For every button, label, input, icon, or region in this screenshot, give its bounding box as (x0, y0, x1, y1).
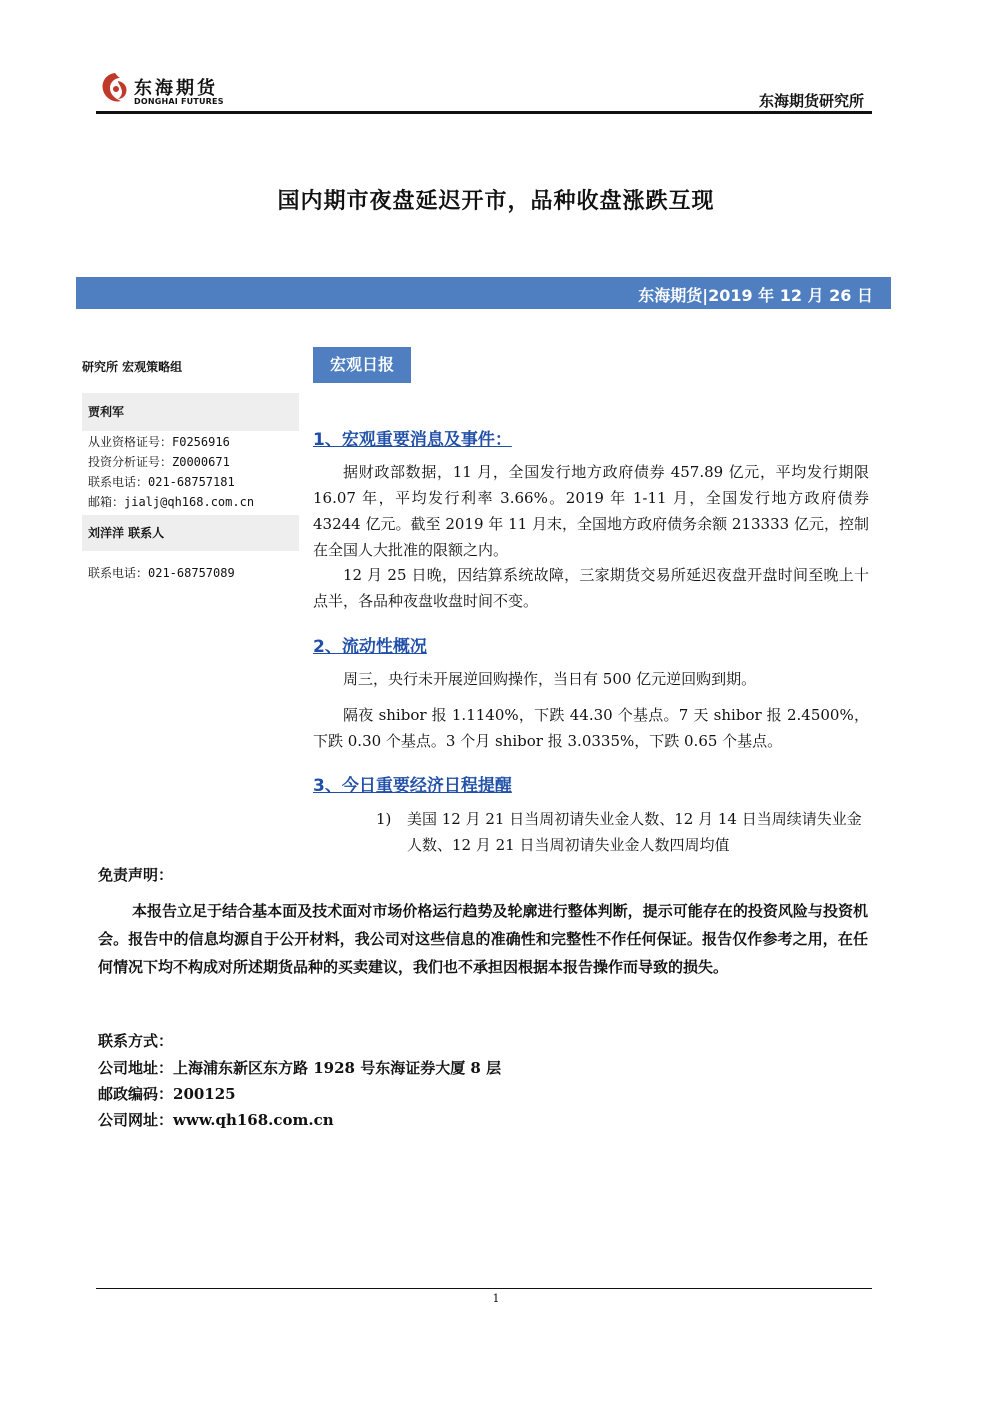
paragraph-shibor: 隔夜 shibor 报 1.1140%，下跌 44.30 个基点。7 天 shibor 报 2.4500%，下跌 0.30 个基点。3 个月 shibor 报 3.0335%，下跌 0.65 个基点。 (313, 706, 869, 750)
header-divider (96, 111, 872, 114)
contact-address: 公司地址：上海浦东新区东方路 1928 号东海证券大厦 8 层 (98, 1059, 502, 1077)
disclaimer-body: 本报告立足于结合基本面及技术面对市场价格运行趋势及轮廓进行整体判断，提示可能存在的投资风险与投资机会。报告中的信息均源自于公开材料，我公司对这些信息的准确性和完整性不作任何保证。报告仅作参考之用，在任何情况下均不构成对所述期货品种的买卖建议，我们也不承担因根据本报告操作而导致的损失。 (98, 902, 868, 976)
footer-divider (96, 1288, 872, 1289)
sidebar-analyst-cert: 投资分析证号：Z0000671 (88, 455, 230, 469)
contact-heading: 联系方式： (98, 1032, 174, 1050)
report-title: 国内期市夜盘延迟开市，品种收盘涨跌互现 (277, 189, 715, 214)
header-institute-label: 东海期货研究所 (758, 92, 864, 110)
list-item-text: 美国 12 月 21 日当周初请失业金人数、12 月 14 日当周续请失业金人数、12 月 21 日当周初请失业金人数四周均值 (407, 810, 862, 854)
sidebar-email: 邮箱：jialj@qh168.com.cn (88, 495, 255, 509)
sidebar-contact-name: 刘洋洋 联系人 (82, 515, 299, 551)
list-item-number: 1) (376, 810, 392, 828)
sidebar-contact-phone: 联系电话：021-68757089 (88, 566, 235, 580)
logo-text-en: DONGHAI FUTURES (134, 97, 224, 106)
page-number: 1 (492, 1292, 500, 1305)
donghai-logo-icon (98, 70, 132, 106)
sidebar-qualification: 从业资格证号：F0256916 (88, 435, 230, 449)
disclaimer-heading: 免责声明： (98, 866, 174, 884)
paragraph-reverse-repo: 周三，央行未开展逆回购操作，当日有 500 亿元逆回购到期。 (343, 670, 757, 688)
contact-website: 公司网址：www.qh168.com.cn (98, 1111, 334, 1129)
sidebar-phone: 联系电话：021-68757181 (88, 475, 235, 489)
section-heading-calendar: 3、今日重要经济日程提醒 (313, 776, 512, 796)
date-banner (76, 277, 891, 309)
banner-text: 东海期货|2019 年 12 月 26 日 (638, 286, 873, 305)
contact-postcode: 邮政编码：200125 (98, 1085, 236, 1103)
report-type-tag: 宏观日报 (313, 347, 411, 383)
sidebar-analyst-info (82, 432, 305, 512)
section-heading-events: 1、宏观重要消息及事件： (313, 430, 512, 450)
paragraph-bond-issuance: 据财政部数据，11 月，全国发行地方政府债券 457.89 亿元，平均发行期限 16.07 年，平均发行利率 3.66%。2019 年 1-11 月，全国发行地方政府债券 43244 亿元。截至 2019 年 11 月末，全国地方政府债务余额 213333 亿元，控制在全国人大批准的限额之内。 (313, 463, 869, 559)
list-item (376, 806, 869, 858)
sidebar-dept: 研究所 宏观策略组 (82, 360, 183, 374)
paragraph-night-session: 12 月 25 日晚，因结算系统故障，三家期货交易所延迟夜盘开盘时间至晚上十点半，各品种夜盘收盘时间不变。 (313, 566, 869, 610)
logo-text-cn: 东海期货 (134, 78, 218, 99)
sidebar-analyst-name: 贾利军 (82, 393, 299, 431)
section-heading-liquidity: 2、流动性概况 (313, 637, 427, 657)
company-logo (98, 70, 228, 112)
